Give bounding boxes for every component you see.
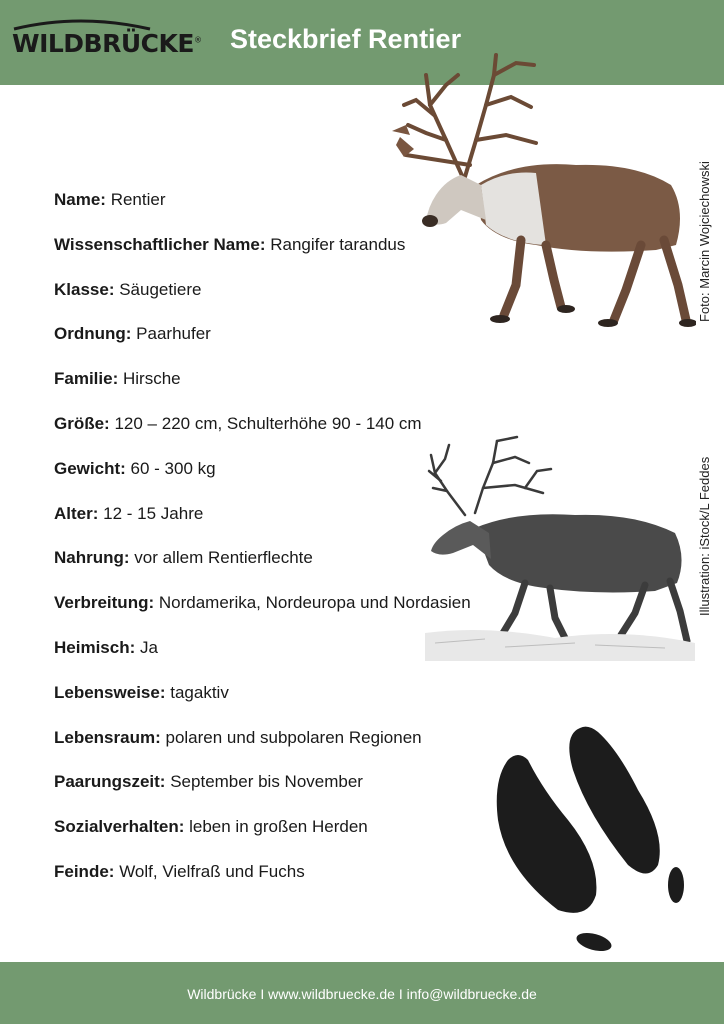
fact-enemies: Feinde: Wolf, Vielfraß und Fuchs xyxy=(54,861,305,881)
fact-diet: Nahrung: vor allem Rentierflechte xyxy=(54,548,313,568)
fact-native: Heimisch: Ja xyxy=(54,637,158,657)
fact-size: Größe: 120 – 220 cm, Schulterhöhe 90 - 140 cm xyxy=(54,413,422,433)
reindeer-hoof-track-image xyxy=(488,720,693,960)
page-title: Steckbrief Rentier xyxy=(230,24,462,54)
fact-list xyxy=(54,185,504,902)
photo-credit: Foto: Marcin Wojciechowski xyxy=(697,161,712,322)
fact-distribution: Verbreitung: Nordamerika, Nordeuropa und Nordasien xyxy=(54,593,471,613)
fact-scientific-name: Wissenschaftlicher Name: Rangifer tarandus xyxy=(54,234,406,254)
fact-lifestyle: Lebensweise: tagaktiv xyxy=(54,682,229,702)
fact-class: Klasse: Säugetiere xyxy=(54,279,202,299)
illustration-credit: Illustration: iStock/L Feddes xyxy=(697,456,712,616)
footer-bar xyxy=(0,962,724,1024)
footer-contact-text: Wildbrücke I www.wildbruecke.de I info@wildbruecke.de xyxy=(187,986,537,1002)
fact-mating-season: Paarungszeit: September bis November xyxy=(54,772,363,792)
fact-order: Ordnung: Paarhufer xyxy=(54,324,211,344)
wildbruecke-logo xyxy=(0,15,202,67)
fact-weight: Gewicht: 60 - 300 kg xyxy=(54,458,216,478)
fact-family: Familie: Hirsche xyxy=(54,369,181,389)
logo-text: WILDBRÜCKE® xyxy=(12,29,202,58)
fact-social-behavior: Sozialverhalten: leben in großen Herden xyxy=(54,817,368,837)
fact-name: Name: Rentier xyxy=(54,190,166,209)
fact-habitat: Lebensraum: polaren und subpolaren Regionen xyxy=(54,727,422,747)
fact-age: Alter: 12 - 15 Jahre xyxy=(54,503,204,523)
